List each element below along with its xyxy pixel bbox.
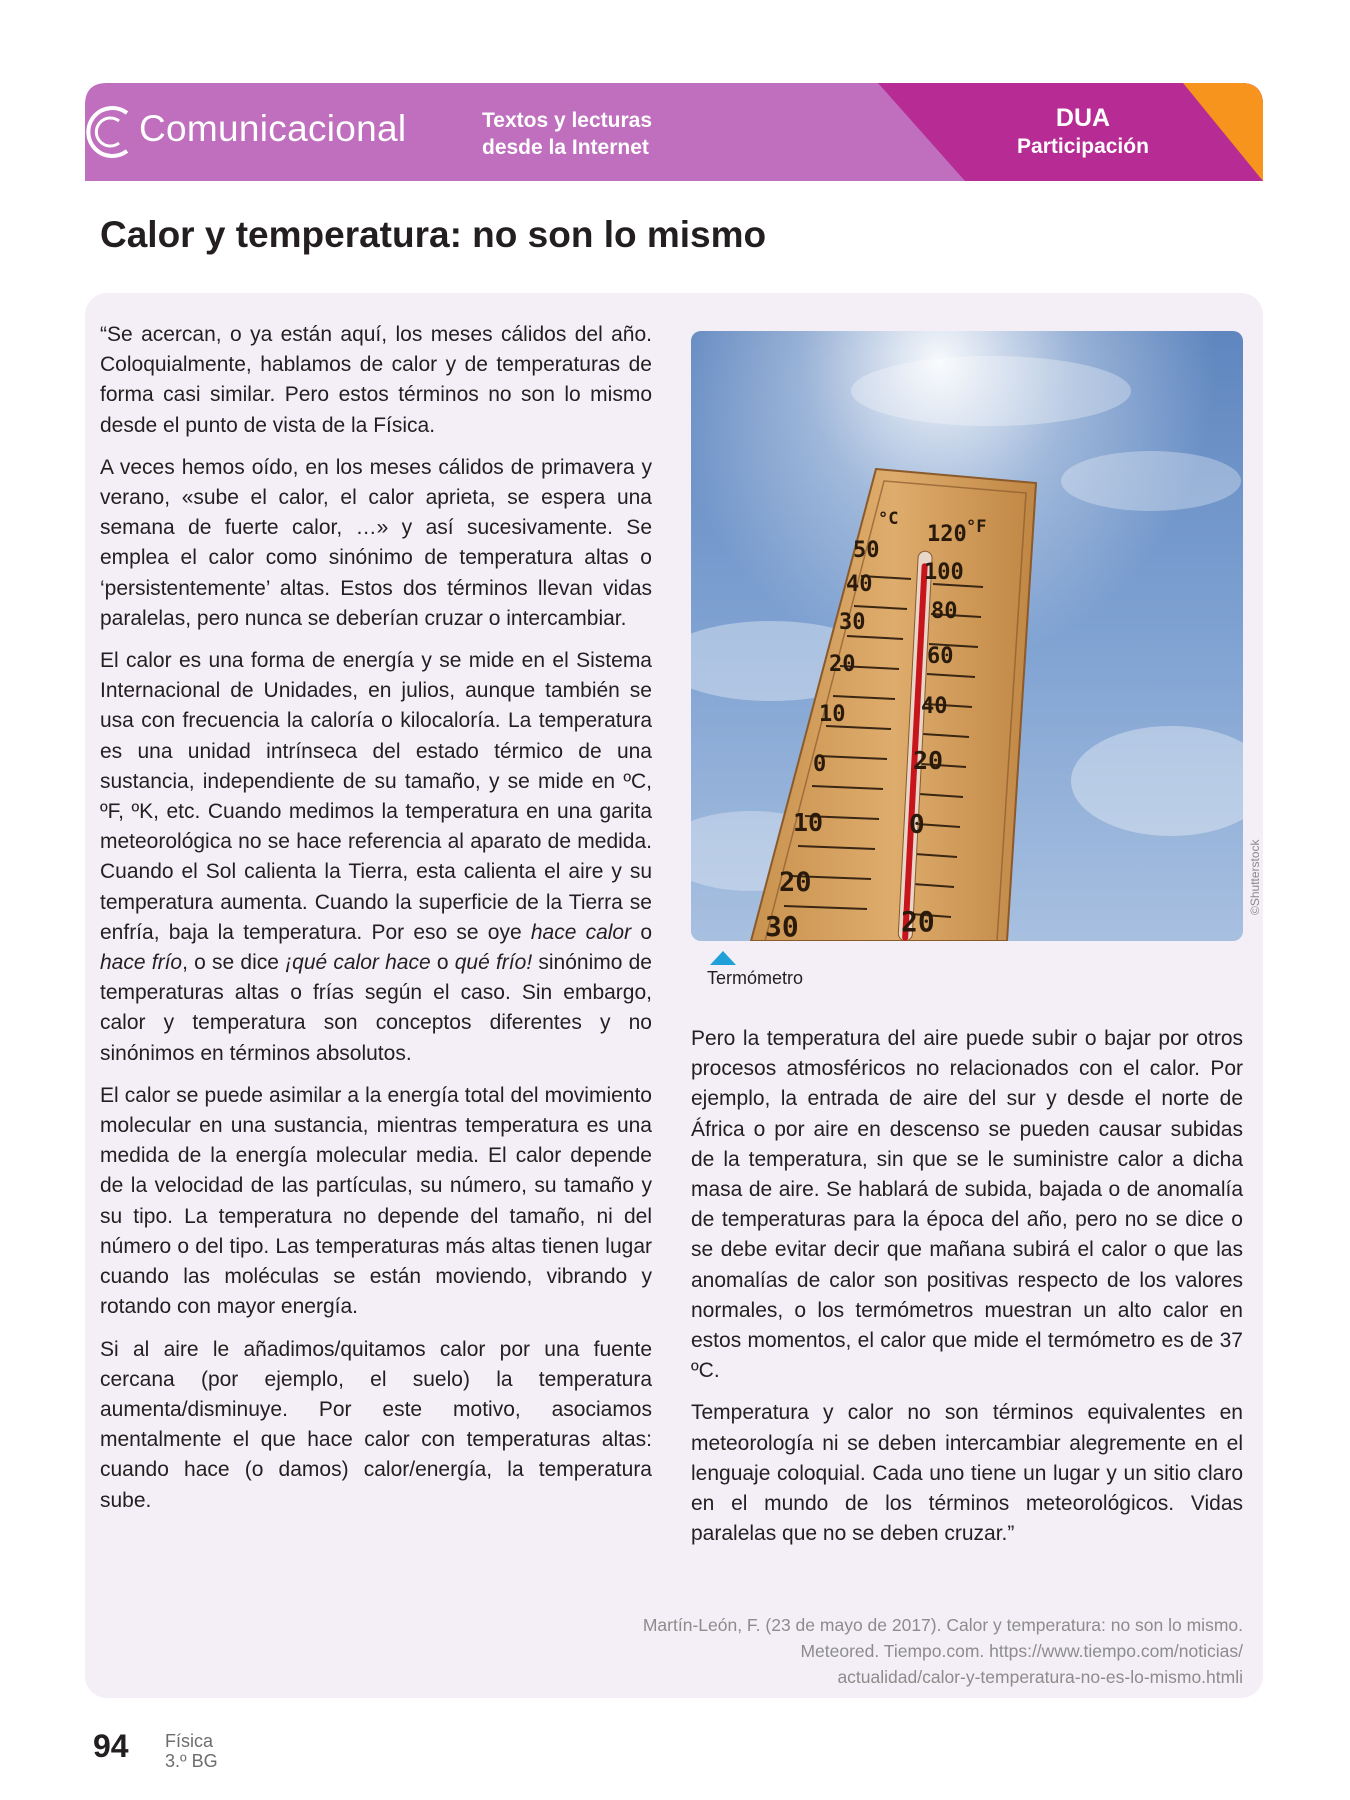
dua-title: DUA: [1055, 104, 1111, 132]
text-span: , o se dice: [182, 951, 286, 975]
paragraph: [100, 646, 652, 1069]
subject-name: Física: [165, 1731, 214, 1751]
fahrenheit-tick-label: 100: [924, 560, 964, 585]
dua-badge: [1003, 103, 1163, 161]
footer-subject: [165, 1731, 218, 1771]
reference-line: Martín-León, F. (23 de mayo de 2017). Calor y temperatura: no son lo mismo.: [642, 1615, 1243, 1635]
text-span: o: [430, 951, 455, 975]
italic-phrase: hace frío: [100, 951, 183, 975]
section-subtitle: [482, 107, 652, 161]
celsius-tick-label: 40: [846, 572, 873, 597]
text-span: sinónimo de temperaturas altas o frías según el caso. Sin embargo, calor y temperatura son conceptos diferentes y no sinónimos en términos absolutos.: [100, 951, 652, 1065]
fahrenheit-unit-label: °F: [966, 517, 987, 537]
fahrenheit-tick-label: 20: [901, 905, 935, 938]
celsius-tick-label: 10: [819, 702, 846, 727]
subtitle-line-2: desde la Internet: [482, 136, 649, 159]
page-number: 94: [93, 1728, 129, 1764]
comunicacional-logo-icon: [85, 101, 133, 163]
text-column-right: [691, 1024, 1243, 1561]
celsius-tick-label: 10: [793, 808, 824, 837]
text-span: El calor es una forma de energía y se mide en el Sistema Internacional de Unidades, en julios, aunque también se usa con frecuencia la caloría o kilocaloría. La temperatura es una unidad intrínseca del estado térmico de una sustancia, independiente de su tamaño, y se mide en ºC, ºF, ºK, etc. Cuando medimos la temperatura en una garita meteorológica no se hace referencia al aparato de medida. Cuando el Sol calienta la Tierra, esta calienta el aire y su temperatura aumenta. Cuando la superficie de la Tierra se enfría, baja la temperatura. Por eso se oye: [100, 649, 652, 944]
celsius-tick-label: 30: [765, 910, 799, 941]
thermometer-photo: [691, 331, 1243, 941]
fahrenheit-tick-label: 60: [927, 644, 954, 669]
subtitle-line-1: Textos y lecturas: [482, 109, 653, 132]
celsius-tick-label: 20: [779, 867, 812, 898]
paragraph: “Se acercan, o ya están aquí, los meses cálidos del año. Coloquialmente, hablamos de calor y de temperaturas de forma casi similar. Pero estos términos no son lo mismo desde el punto de vista de la Física.: [100, 323, 652, 437]
paragraph: Temperatura y calor no son términos equivalentes en meteorología ni se deben intercambiar alegremente en el lenguaje coloquial. Cada uno tiene un lugar y un sitio claro en el mundo de los términos meteorológicos. Vidas paralelas que no se deben cruzar.”: [691, 1401, 1243, 1546]
source-reference: [543, 1612, 1243, 1690]
fahrenheit-tick-label: 40: [921, 694, 948, 719]
paragraph: Si al aire le añadimos/quitamos calor por una fuente cercana (por ejemplo, el suelo) la temperatura aumenta/disminuye. Por este motivo, asociamos mentalmente el que hace calor con temperaturas altas: cuando hace (o damos) calor/energía, la temperatura sube.: [100, 1337, 652, 1512]
figure-caption: Termómetro: [707, 968, 804, 988]
celsius-unit-label: °C: [878, 509, 899, 529]
reference-line: actualidad/calor-y-temperatura-no-es-lo-mismo.htmli: [837, 1667, 1243, 1687]
page-title: Calor y temperatura: no son lo mismo: [100, 214, 767, 255]
fahrenheit-tick-label: 0: [909, 810, 925, 840]
fahrenheit-tick-label: 20: [913, 746, 944, 775]
italic-phrase: ¡qué calor hace: [285, 951, 431, 975]
caption-triangle-icon: [710, 951, 736, 965]
celsius-tick-label: 50: [853, 538, 880, 563]
celsius-tick-label: 30: [839, 610, 866, 635]
brand-name: Comunicacional: [139, 108, 407, 149]
celsius-tick-label: 20: [829, 652, 856, 677]
reference-line: Meteored. Tiempo.com. https://www.tiempo.com/noticias/: [800, 1641, 1243, 1661]
text-column-left: [100, 320, 652, 1528]
italic-phrase: qué frío!: [454, 951, 533, 975]
fahrenheit-tick-label: 80: [931, 599, 958, 624]
paragraph: El calor se puede asimilar a la energía total del movimiento molecular en una sustancia, mientras temperatura es una medida de la energía molecular media. El calor depende de la velocidad de las partículas, su número, su tamaño y su tipo. La temperatura no depende del tamaño, ni del número o del tipo. Las temperaturas más altas tienen lugar cuando las moléculas se están moviendo, vibrando y rotando con mayor energía.: [100, 1083, 652, 1319]
grade-label: 3.º BG: [165, 1751, 218, 1771]
text-span: o: [631, 920, 652, 944]
dua-subtitle: Participación: [1017, 135, 1149, 158]
celsius-tick-label: 0: [813, 752, 827, 777]
section-header: [85, 83, 1263, 181]
fahrenheit-tick-label: 120: [927, 522, 967, 547]
paragraph: Pero la temperatura del aire puede subir o bajar por otros procesos atmosféricos no relacionados con el calor. Por ejemplo, la entrada de aire del sur y desde el norte de África o por aire en descenso se pueden causar subidas de la temperatura, sin que se le suministre calor a dicha masa de aire. Se hablará de subida, bajada o de anomalía de temperaturas para la época del año, pero no se dice o se debe evitar decir que mañana subirá el calor o que las anomalías de calor son positivas respecto de los valores normales, o los termómetros muestran un alto calor en estos momentos, el calor que mide el termómetro es de 37 ºC.: [691, 1027, 1243, 1383]
photo-credit: ©Shutterstock: [1248, 839, 1262, 915]
paragraph: A veces hemos oído, en los meses cálidos de primavera y verano, «sube el calor, el calor aprieta, se espera una semana de fuerte calor, …» y así sucesivamente. Se emplea el calor como sinónimo de temperatura altas o ‘persistentemente’ altas. Estos dos términos llevan vidas paralelas, pero nunca se deberían cruzar o intercambiar.: [100, 455, 652, 630]
italic-phrase: hace calor: [530, 920, 632, 944]
